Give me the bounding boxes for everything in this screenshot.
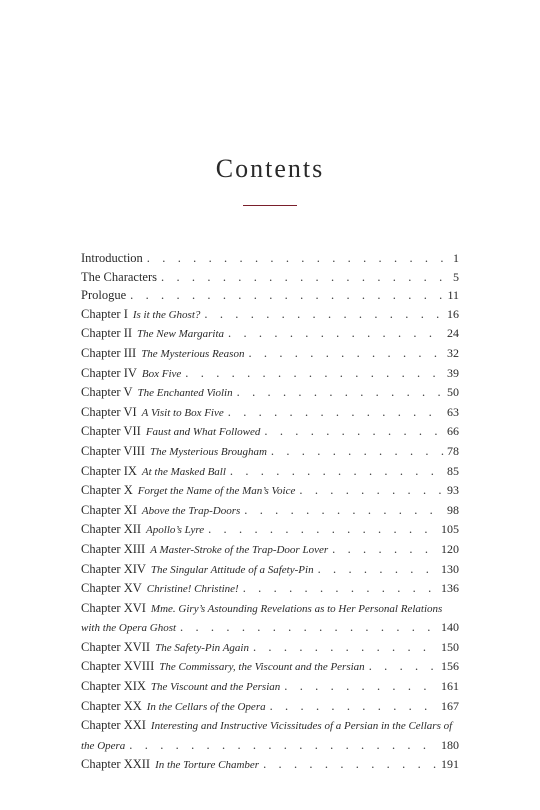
dot-leader [208,520,438,539]
entry-label: Chapter XI [81,502,137,517]
dot-leader [230,462,444,481]
dot-leader [228,324,444,343]
entry-page-number: 140 [441,620,459,635]
dot-leader [147,249,450,268]
toc-entry[interactable] [81,520,459,540]
dot-leader [318,560,438,579]
entry-subtitle-continued: the Opera [81,739,126,752]
title-divider [243,205,297,206]
toc-entry[interactable] [81,579,459,599]
dot-leader [244,501,444,520]
entry-page-number: 50 [447,385,459,400]
dot-leader [299,481,444,500]
entry-subtitle: In the Torture Chamber [155,759,260,772]
entry-page-number: 1 [453,251,459,265]
dot-leader [284,677,438,696]
entry-subtitle: The Mysterious Brougham [149,445,267,458]
entry-subtitle: The Singular Attitude of a Safety-Pin [150,563,314,576]
entry-subtitle: The Mysterious Reason [141,347,245,360]
entry-label: Chapter XXI [81,718,146,733]
entry-label: Chapter XX [81,698,142,713]
entry-label: Prologue [81,288,127,303]
entry-page-number: 93 [447,483,459,498]
toc-entry[interactable] [81,716,459,755]
entry-subtitle: Mme. Giry’s Astounding Revelations as to Her Personal Relations [150,602,443,615]
toc-entry[interactable] [81,364,459,384]
entry-label: Chapter XIV [81,561,146,576]
entry-page-number: 167 [441,698,459,713]
entry-label: Chapter XV [81,581,142,596]
toc-entry[interactable] [81,344,459,364]
entry-label: Chapter XXII [81,757,151,772]
dot-leader [264,422,444,441]
entry-subtitle: Is it the Ghost? [132,308,201,321]
entry-page-number: 120 [441,541,459,556]
entry-page-number: 98 [447,502,459,517]
toc-entry[interactable] [81,249,459,268]
entry-page-number: 136 [441,581,459,596]
entry-page-number: 161 [441,679,459,694]
toc-entry[interactable] [81,268,459,287]
table-of-contents [81,249,459,775]
toc-entry[interactable] [81,462,459,482]
entry-page-number: 16 [447,306,459,321]
toc-entry[interactable] [81,383,459,403]
dot-leader [180,618,438,637]
entry-page-number: 11 [447,288,459,303]
dot-leader [185,364,444,383]
toc-entry[interactable] [81,501,459,521]
entry-subtitle: Forget the Name of the Man’s Voice [137,485,296,498]
entry-page-number: 150 [441,639,459,654]
entry-page-number: 85 [447,463,459,478]
dot-leader [253,638,438,657]
toc-entry[interactable] [81,755,459,775]
toc-entry[interactable] [81,442,459,462]
entry-label: Chapter VIII [81,443,145,458]
entry-subtitle: The New Margarita [137,328,225,341]
dot-leader [237,383,444,402]
dot-leader [130,286,444,305]
entry-page-number: 105 [441,522,459,537]
toc-entry[interactable] [81,560,459,580]
entry-subtitle-continued: with the Opera Ghost [81,622,177,635]
toc-entry[interactable] [81,657,459,677]
dot-leader [204,305,444,324]
entry-label: Chapter XII [81,522,142,537]
entry-label: Chapter XIII [81,541,146,556]
entry-page-number: 63 [447,404,459,419]
dot-leader [332,540,438,559]
entry-label: Chapter XVI [81,600,146,615]
toc-entry[interactable] [81,677,459,697]
dot-leader [369,657,438,676]
entry-subtitle: In the Cellars of the Opera [146,700,266,713]
entry-subtitle: A Master-Stroke of the Trap-Door Lover [150,543,329,556]
toc-entry[interactable] [81,540,459,560]
entry-label: Chapter X [81,483,133,498]
dot-leader [263,755,438,774]
entry-subtitle: Christine! Christine! [146,583,239,596]
toc-entry[interactable] [81,422,459,442]
page-title: Contents [215,154,325,183]
dot-leader [228,403,444,422]
entry-subtitle: The Viscount and the Persian [150,681,281,694]
entry-label: The Characters [81,269,158,284]
entry-subtitle: The Enchanted Violin [137,387,233,400]
toc-entry[interactable] [81,403,459,423]
dot-leader [271,442,444,461]
entry-label: Chapter V [81,385,133,400]
entry-label: Chapter XIX [81,679,146,694]
toc-entry[interactable] [81,599,459,638]
entry-label: Chapter II [81,326,133,341]
entry-subtitle: Box Five [141,367,182,380]
entry-label: Chapter XVIII [81,659,155,674]
entry-label: Chapter IV [81,365,137,380]
entry-label: Chapter IX [81,463,137,478]
entry-page-number: 5 [453,269,459,284]
entry-subtitle: The Safety-Pin Again [155,641,249,654]
entry-subtitle: The Commissary, the Viscount and the Persian [159,661,365,674]
entry-page-number: 191 [441,757,459,772]
entry-label: Chapter XVII [81,639,151,654]
entry-page-number: 32 [447,345,459,360]
toc-entry[interactable] [81,638,459,658]
dot-leader [243,579,438,598]
toc-entry[interactable] [81,286,459,305]
dot-leader [161,268,450,287]
entry-label: Chapter I [81,306,128,321]
entry-page-number: 180 [441,737,459,752]
entry-page-number: 24 [447,326,459,341]
toc-entry[interactable] [81,324,459,344]
entry-subtitle: A Visit to Box Five [141,406,224,419]
entry-subtitle: Interesting and Instructive Vicissitudes of a Persian in the Cellars of [150,720,453,733]
entry-subtitle: At the Masked Ball [141,465,226,478]
toc-entry[interactable] [81,481,459,501]
entry-label: Introduction [81,251,143,265]
entry-subtitle: Above the Trap-Doors [141,504,241,517]
entry-page-number: 130 [441,561,459,576]
entry-subtitle: Apollo’s Lyre [146,524,205,537]
entry-page-number: 78 [447,443,459,458]
entry-label: Chapter VI [81,404,137,419]
dot-leader [248,344,444,363]
entry-label: Chapter III [81,345,137,360]
toc-entry[interactable] [81,697,459,717]
entry-label: Chapter VII [81,424,141,439]
entry-subtitle: Faust and What Followed [145,426,261,439]
dot-leader [270,697,438,716]
entry-page-number: 156 [441,659,459,674]
toc-entry[interactable] [81,305,459,325]
entry-page-number: 66 [447,424,459,439]
dot-leader [129,736,438,755]
entry-page-number: 39 [447,365,459,380]
